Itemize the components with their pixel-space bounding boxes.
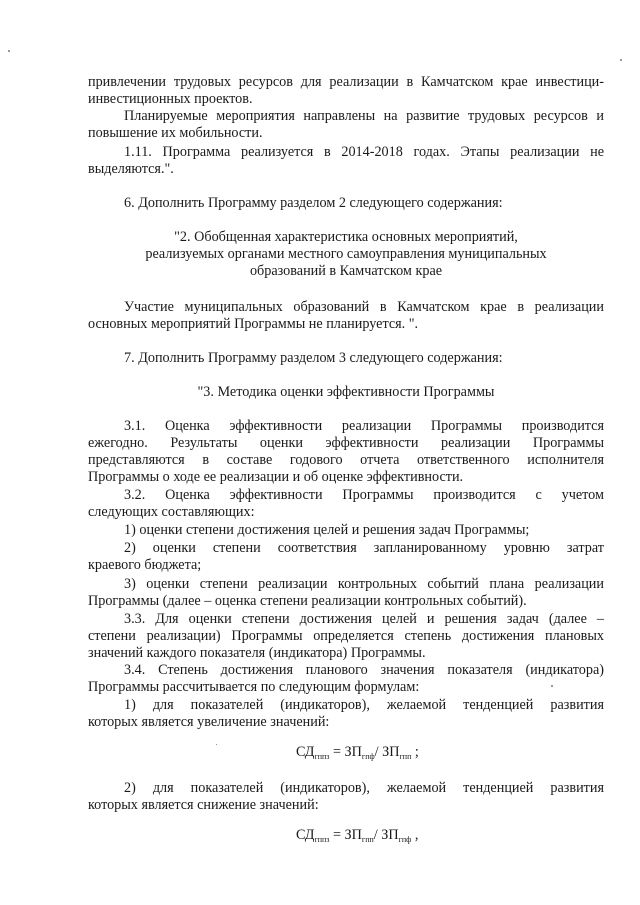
formula-decrease xyxy=(296,827,418,848)
section-heading: образований в Камчатском крае xyxy=(249,263,443,279)
formula-sub: гппз xyxy=(314,835,330,844)
section-heading: "2. Обобщенная характеристика основных мероприятий, xyxy=(174,229,518,245)
list-item: 1) для показателей (индикаторов), желаемой тенденцией развития xyxy=(124,697,604,713)
formula-increase xyxy=(296,744,419,765)
paragraph-line: ежегодно. Результаты оценки эффективности реализации Программы xyxy=(88,435,604,451)
formula-eq: = ЗП xyxy=(329,827,362,843)
scan-speck xyxy=(8,50,10,52)
paragraph-line: инвестиционных проектов. xyxy=(88,91,253,107)
paragraph-line: следующих составляющих: xyxy=(88,504,255,520)
paragraph-line: представляются в составе годового отчета ответственного исполнителя xyxy=(88,452,604,468)
paragraph-line: основных мероприятий Программы не планируется. ". xyxy=(88,316,419,332)
paragraph-line: 3.2. Оценка эффективности Программы производится с учетом xyxy=(124,487,604,503)
list-item: 2) для показателей (индикаторов), желаемой тенденцией развития xyxy=(124,780,604,796)
list-item: которых является увеличение значений: xyxy=(88,714,330,730)
formula-sub: гпф xyxy=(398,835,412,844)
paragraph-line: Программы рассчитывается по следующим формулам: xyxy=(88,679,420,695)
paragraph-line: 1.11. Программа реализуется в 2014-2018 годах. Этапы реализации не xyxy=(124,144,604,160)
formula-end: ; xyxy=(411,744,419,760)
section-heading: "3. Методика оценки эффективности Программы xyxy=(197,384,495,400)
formula-sub: гппз xyxy=(314,752,330,761)
paragraph-line: повышение их мобильности. xyxy=(88,125,263,141)
paragraph-line: 3.3. Для оценки степени достижения целей и решения задач (далее – xyxy=(124,611,604,627)
scan-speck xyxy=(620,59,622,61)
formula-eq: = ЗП xyxy=(329,744,362,760)
paragraph-line: 7. Дополнить Программу разделом 3 следующего содержания: xyxy=(124,350,503,366)
section-heading: реализуемых органами местного самоуправления муниципальных xyxy=(145,246,547,262)
scan-speck xyxy=(551,685,553,687)
list-item: 1) оценки степени достижения целей и решения задач Программы; xyxy=(124,522,530,538)
paragraph-line: 3.1. Оценка эффективности реализации Программы производится xyxy=(124,418,604,434)
formula-end: , xyxy=(411,827,419,843)
paragraph-line: Участие муниципальных образований в Камчатском крае в реализации xyxy=(124,299,604,315)
paragraph-line: значений каждого показателя (индикатора) Программы. xyxy=(88,645,426,661)
formula-sub: гпф xyxy=(361,752,375,761)
list-item: краевого бюджета; xyxy=(88,557,202,573)
paragraph-line: Программы о ходе ее реализации и об оценке эффективности. xyxy=(88,469,464,485)
paragraph-line: привлечении трудовых ресурсов для реализации в Камчатском крае инвестици- xyxy=(88,74,604,90)
list-item: 2) оценки степени соответствия запланированному уровню затрат xyxy=(124,540,604,556)
formula-lhs: СД xyxy=(296,827,315,843)
scan-speck xyxy=(216,744,217,745)
paragraph-line: выделяются.". xyxy=(88,161,174,177)
formula-div: / ЗП xyxy=(374,744,400,760)
formula-sub: гпп xyxy=(399,752,412,761)
formula-div: / ЗП xyxy=(373,827,399,843)
paragraph-line: Планируемые мероприятия направлены на развитие трудовых ресурсов и xyxy=(124,108,604,124)
paragraph-line: 3.4. Степень достижения планового значения показателя (индикатора) xyxy=(124,662,604,678)
paragraph-line: 6. Дополнить Программу разделом 2 следующего содержания: xyxy=(124,195,503,211)
formula-lhs: СД xyxy=(296,744,315,760)
formula-sub: гпп xyxy=(361,835,374,844)
list-item: Программы (далее – оценка степени реализации контрольных событий). xyxy=(88,593,527,609)
paragraph-line: степени реализации) Программы определяется степень достижения плановых xyxy=(88,628,604,644)
list-item: 3) оценки степени реализации контрольных событий плана реализации xyxy=(124,576,604,592)
list-item: которых является снижение значений: xyxy=(88,797,319,813)
